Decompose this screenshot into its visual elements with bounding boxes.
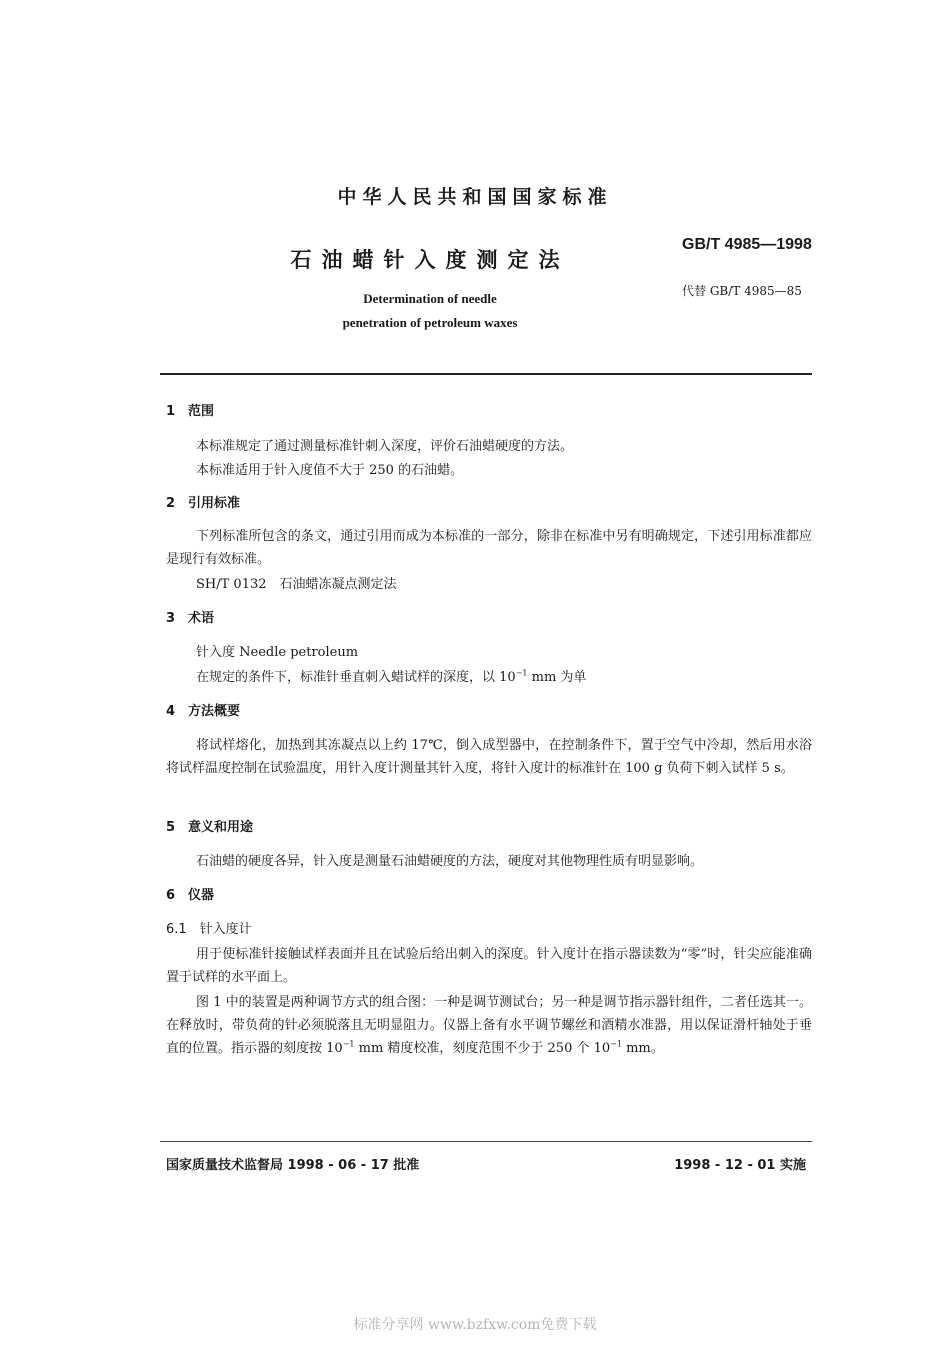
document-title-en-line1: Determination of needle bbox=[363, 291, 497, 306]
section-4-para-1: 将试样熔化，加热到其冻凝点以上约 17℃，倒入成型器中，在控制条件下，置于空气中冷却，然后用水浴将试样温度控制在试验温度，用针入度计测量其针入度，将针入度计的标准针在 100 g 负荷下刺入试样 5 s。 bbox=[166, 738, 812, 776]
section-6-1-para-2-a: 图 1 中的装置是两种调节方式的组合图：一种是调节测试台；另一种是调节指示器针组件，二者任选其一。在释放时，带负荷的针必须脱落且无明显阻力。仪器上备有水平调节螺丝和酒精水准器，用以保证滑杆轴处于垂直的位置。指示器的刻度按 10 bbox=[166, 995, 812, 1056]
section-3-definition bbox=[196, 666, 586, 685]
national-standard-title: 中华人民共和国国家标准 bbox=[337, 186, 613, 208]
section-4-heading: 4 方法概要 bbox=[166, 704, 241, 719]
header-divider bbox=[160, 373, 812, 375]
issue-date: 国家质量技术监督局 1998 - 06 - 17 批准 bbox=[166, 1158, 420, 1173]
section-6-1-exponent-1: −1 bbox=[342, 1039, 355, 1049]
section-2-para-1: 下列标准所包含的条文，通过引用而成为本标准的一部分，除非在标准中另有明确规定，下述引用标准都应是现行有效标准。 bbox=[166, 529, 812, 567]
section-6-1-exponent-2: −1 bbox=[610, 1039, 622, 1049]
section-2-reference: SH/T 0132 石油蜡冻凝点测定法 bbox=[196, 577, 397, 592]
section-1-heading: 1 范围 bbox=[166, 404, 215, 419]
replaces-note: 代替 GB/T 4985—85 bbox=[682, 284, 802, 298]
document-title-en-line2: penetration of petroleum waxes bbox=[342, 315, 518, 330]
section-6-1-heading: 6.1 针入度计 bbox=[166, 922, 252, 937]
watermark: 标准分享网 www.bzfxw.com免费下载 bbox=[353, 1317, 597, 1333]
footer-divider bbox=[160, 1141, 812, 1142]
standard-code: GB/T 4985—1998 bbox=[682, 236, 812, 253]
section-5-heading: 5 意义和用途 bbox=[166, 820, 254, 835]
section-3-term: 针入度 Needle petroleum bbox=[196, 645, 359, 660]
section-6-1-para-2-c: mm。 bbox=[621, 1041, 664, 1056]
section-6-1-para-1: 用于使标准针接触试样表面并且在试验后给出刺入的深度。针入度计在指示器读数为“零”时，针尖应能准确置于试样的水平面上。 bbox=[166, 947, 812, 985]
section-6-heading: 6 仪器 bbox=[166, 888, 215, 903]
document-title-cn: 石油蜡针入度测定法 bbox=[290, 248, 570, 272]
section-3-exponent: −1 bbox=[515, 668, 528, 678]
section-6-1-para-2-b: mm 精度校准，刻度范围不少于 250 个 10 bbox=[354, 1041, 611, 1056]
section-3-heading: 3 术语 bbox=[166, 611, 215, 626]
section-1-para-2: 本标准适用于针入度值不大于 250 的石油蜡。 bbox=[196, 463, 464, 478]
section-3-definition-a: 在规定的条件下，标准针垂直刺入蜡试样的深度，以 10 bbox=[196, 670, 516, 685]
section-5-para-1: 石油蜡的硬度各异，针入度是测量石油蜡硬度的方法，硬度对其他物理性质有明显影响。 bbox=[196, 854, 704, 869]
section-2-heading: 2 引用标准 bbox=[166, 496, 241, 511]
section-1-para-1: 本标准规定了通过测量标准针刺入深度，评价石油蜡硬度的方法。 bbox=[196, 439, 574, 454]
section-6-1-para-2 bbox=[166, 991, 812, 1060]
effective-date: 1998 - 12 - 01 实施 bbox=[674, 1158, 806, 1173]
section-3-definition-b: mm 为单 bbox=[527, 670, 587, 685]
